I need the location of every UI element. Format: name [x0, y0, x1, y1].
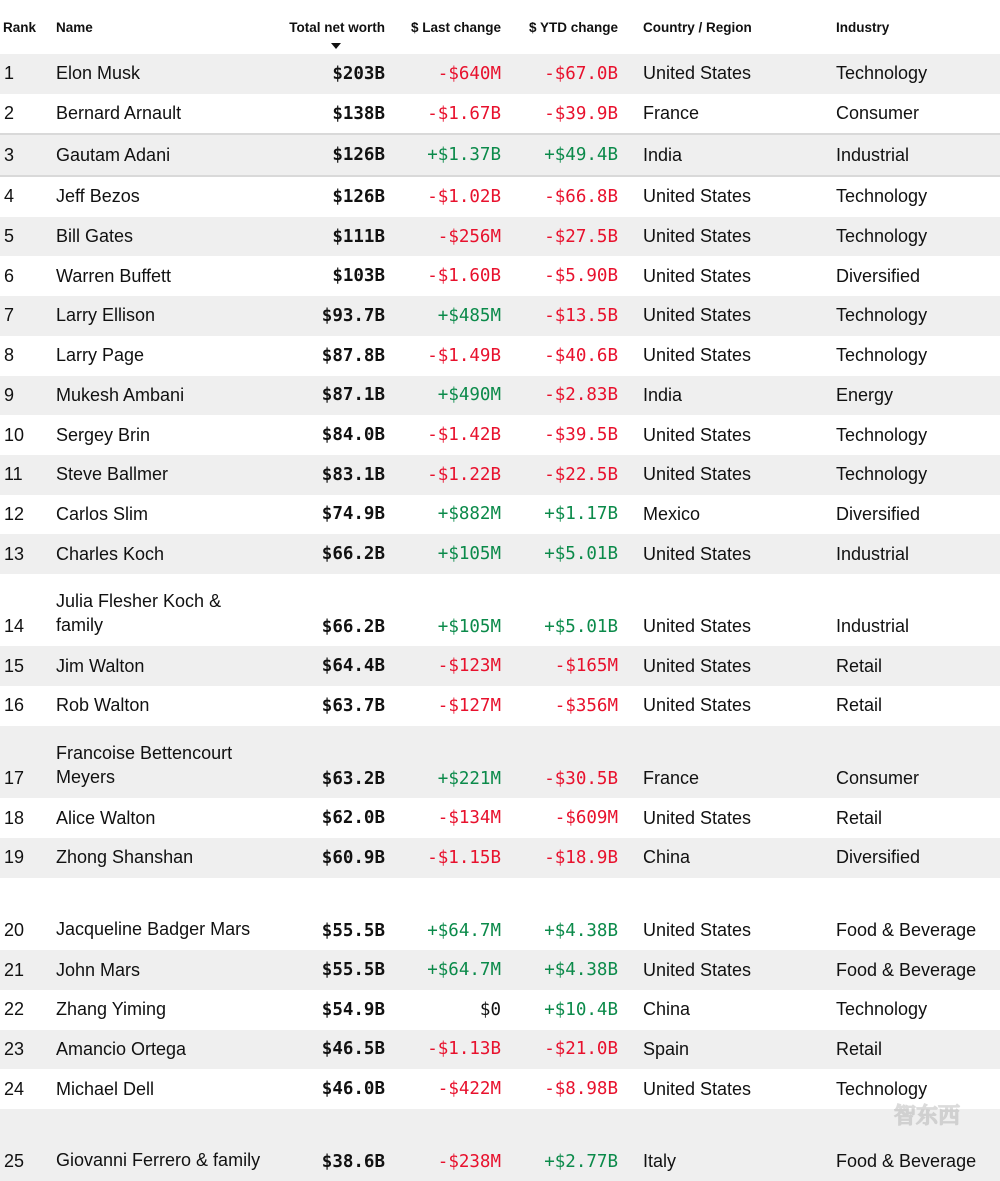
table-row[interactable] [0, 646, 1000, 686]
country-cell: China [618, 838, 832, 878]
rank-cell: 10 [4, 424, 25, 445]
net-worth-cell: $87.8B [321, 345, 385, 366]
header-net-worth-label: Total net worth [289, 19, 385, 35]
last-change-cell: +$1.37B [385, 134, 501, 176]
country-cell: China [643, 999, 691, 1020]
rank-cell: 11 [0, 455, 56, 495]
net-worth-cell: $74.9B [321, 504, 385, 525]
country-cell: United States [618, 950, 832, 990]
rank-cell: 21 [0, 950, 56, 990]
country-cell: United States [618, 296, 832, 336]
country-cell: United States [618, 455, 832, 495]
rank-cell: 17 [0, 726, 56, 799]
country-cell: Spain [618, 1030, 832, 1070]
name-cell[interactable]: Jim Walton [56, 646, 264, 686]
name-cell[interactable]: Jacqueline Badger Mars [56, 919, 251, 940]
industry-cell: Food & Beverage [832, 950, 1000, 990]
name-cell[interactable]: Bernard Arnault [56, 103, 182, 124]
rank-cell: 22 [4, 999, 25, 1020]
rank-cell: 9 [0, 376, 56, 416]
table-row[interactable] [0, 1030, 1000, 1070]
last-change-cell: +$221M [385, 726, 501, 799]
net-worth-cell: $203B [264, 54, 385, 94]
name-cell[interactable]: Giovanni Ferrero & family [56, 1109, 264, 1181]
rank-cell: 13 [0, 534, 56, 574]
industry-cell: Food & Beverage [832, 1109, 1000, 1181]
industry-cell: Industrial [832, 534, 1000, 574]
rank-cell: 16 [4, 695, 25, 716]
net-worth-cell: $62.0B [321, 808, 385, 829]
rank-cell: 4 [4, 186, 15, 207]
header-net-worth[interactable] [264, 0, 385, 54]
header-ytd-change[interactable]: $ YTD change [528, 19, 618, 35]
last-change-cell: -$1.42B [427, 425, 501, 446]
table-row[interactable] [0, 1109, 1000, 1181]
name-cell[interactable]: Larry Ellison [56, 296, 264, 336]
net-worth-cell: $38.6B [264, 1109, 385, 1181]
ytd-change-cell: +$10.4B [544, 999, 618, 1020]
ytd-change-cell: -$18.9B [501, 838, 618, 878]
name-cell[interactable]: Zhang Yiming [56, 999, 167, 1020]
last-change-cell: -$127M [437, 695, 501, 716]
rank-cell: 14 [4, 616, 25, 637]
industry-cell: Retail [836, 807, 883, 828]
ytd-change-cell: +$4.38B [501, 950, 618, 990]
country-cell: United States [643, 265, 752, 286]
rank-cell: 7 [0, 296, 56, 336]
industry-cell: Technology [836, 186, 928, 207]
industry-cell: Consumer [836, 103, 920, 124]
country-cell: India [618, 376, 832, 416]
table-row[interactable] [0, 838, 1000, 878]
last-change-cell: -$123M [385, 646, 501, 686]
net-worth-cell: $126B [264, 134, 385, 176]
name-cell[interactable]: Charles Koch [56, 534, 264, 574]
ytd-change-cell: +$49.4B [501, 134, 618, 176]
header-industry[interactable]: Industry [836, 19, 890, 35]
industry-cell: Technology [836, 424, 928, 445]
net-worth-cell: $103B [332, 266, 385, 287]
industry-cell: Food & Beverage [836, 920, 977, 941]
name-cell[interactable]: John Mars [56, 950, 264, 990]
rank-cell: 18 [4, 807, 25, 828]
last-change-cell: +$105M [437, 617, 501, 638]
table-row[interactable] [0, 686, 1000, 726]
rank-cell: 8 [4, 345, 15, 366]
rank-cell: 15 [0, 646, 56, 686]
industry-cell: Retail [836, 695, 883, 716]
last-change-cell: -$422M [437, 1079, 501, 1100]
net-worth-cell: $66.2B [321, 617, 385, 638]
last-change-cell: +$490M [385, 376, 501, 416]
industry-cell: Technology [832, 296, 1000, 336]
name-cell[interactable]: Rob Walton [56, 695, 150, 716]
industry-cell: Technology [832, 217, 1000, 257]
table-row[interactable] [0, 217, 1000, 257]
ytd-change-cell: -$66.8B [544, 186, 618, 207]
last-change-cell: -$134M [437, 808, 501, 829]
last-change-cell: -$1.49B [427, 345, 501, 366]
industry-cell: Technology [832, 455, 1000, 495]
ytd-change-cell: -$27.5B [501, 217, 618, 257]
last-change-cell: -$640M [385, 54, 501, 94]
header-last-change[interactable]: $ Last change [410, 19, 501, 35]
name-cell[interactable]: Elon Musk [56, 54, 264, 94]
industry-cell: Energy [832, 376, 1000, 416]
country-cell: Mexico [643, 503, 701, 524]
country-cell: United States [618, 217, 832, 257]
name-cell[interactable]: Jeff Bezos [56, 186, 140, 207]
last-change-cell: +$485M [385, 296, 501, 336]
last-change-cell: +$882M [437, 504, 501, 525]
last-change-cell: -$1.22B [385, 455, 501, 495]
table-row[interactable] [0, 726, 1000, 799]
table-row[interactable] [0, 990, 1000, 1030]
ytd-change-cell: +$5.01B [501, 534, 618, 574]
industry-cell: Industrial [836, 616, 910, 637]
net-worth-cell: $63.2B [264, 726, 385, 799]
name-cell[interactable]: Bill Gates [56, 217, 264, 257]
rank-cell: 20 [4, 920, 25, 941]
country-cell: France [618, 726, 832, 799]
table-row[interactable] [0, 950, 1000, 990]
rank-cell: 19 [0, 838, 56, 878]
header-rank[interactable]: Rank [3, 19, 37, 35]
country-cell: United States [643, 345, 752, 366]
name-cell[interactable]: Gautam Adani [56, 134, 264, 176]
country-cell: United States [618, 54, 832, 94]
net-worth-cell: $55.5B [264, 950, 385, 990]
ytd-change-cell: +$1.17B [544, 504, 618, 525]
country-cell: United States [643, 807, 752, 828]
industry-cell: Industrial [832, 134, 1000, 176]
table-row[interactable] [0, 256, 1000, 296]
table-row[interactable] [0, 336, 1000, 376]
industry-cell: Technology [832, 54, 1000, 94]
header-country[interactable]: Country / Region [643, 19, 752, 35]
country-cell: United States [643, 616, 752, 637]
header-name[interactable]: Name [56, 19, 93, 35]
table-body [0, 54, 1000, 1181]
industry-cell: Retail [832, 646, 1000, 686]
rank-cell: 5 [0, 217, 56, 257]
country-cell: United States [618, 646, 832, 686]
rank-cell: 12 [4, 503, 25, 524]
table-row[interactable] [0, 495, 1000, 535]
net-worth-cell: $93.7B [264, 296, 385, 336]
net-worth-cell: $126B [332, 186, 385, 207]
ytd-change-cell: -$39.9B [544, 103, 618, 124]
ytd-change-cell: -$22.5B [501, 455, 618, 495]
industry-cell: Technology [836, 345, 928, 366]
country-cell: United States [618, 534, 832, 574]
ytd-change-cell: +$2.77B [501, 1109, 618, 1181]
ytd-change-cell: -$67.0B [501, 54, 618, 94]
name-cell[interactable]: Warren Buffett [56, 265, 172, 286]
name-cell[interactable]: Zhong Shanshan [56, 838, 264, 878]
rank-cell: 23 [0, 1030, 56, 1070]
net-worth-cell: $60.9B [264, 838, 385, 878]
name-cell[interactable]: Francoise Bettencourt Meyers [56, 726, 264, 799]
rank-cell: 25 [0, 1109, 56, 1181]
industry-cell: Diversified [836, 503, 921, 524]
rank-cell: 3 [0, 134, 56, 176]
ytd-change-cell: +$5.01B [544, 617, 618, 638]
ytd-change-cell: -$356M [554, 695, 618, 716]
ytd-change-cell: -$8.98B [544, 1079, 618, 1100]
rank-cell: 1 [0, 54, 56, 94]
last-change-cell: -$1.15B [385, 838, 501, 878]
table-row[interactable] [0, 54, 1000, 94]
industry-cell: Consumer [832, 726, 1000, 799]
industry-cell: Retail [832, 1030, 1000, 1070]
ytd-change-cell: -$21.0B [501, 1030, 618, 1070]
last-change-cell: +$64.7M [427, 921, 501, 942]
sort-descending-icon [331, 43, 341, 49]
ytd-change-cell: -$165M [501, 646, 618, 686]
net-worth-cell: $54.9B [321, 999, 385, 1020]
table-row[interactable] [0, 376, 1000, 416]
table-row[interactable] [0, 455, 1000, 495]
industry-cell: Technology [836, 1078, 928, 1099]
table-row[interactable] [0, 878, 1000, 951]
watermark-logo [872, 1100, 982, 1130]
table-row[interactable] [0, 415, 1000, 455]
ytd-change-cell: -$40.6B [544, 345, 618, 366]
last-change-cell: $0 [479, 999, 501, 1020]
name-cell[interactable]: Amancio Ortega [56, 1030, 264, 1070]
industry-cell: Diversified [836, 265, 921, 286]
net-worth-cell: $138B [332, 103, 385, 124]
country-cell: France [643, 103, 700, 124]
last-change-cell: -$238M [385, 1109, 501, 1181]
table-row[interactable] [0, 798, 1000, 838]
name-cell[interactable]: Carlos Slim [56, 503, 149, 524]
ytd-change-cell: -$13.5B [501, 296, 618, 336]
net-worth-cell: $84.0B [321, 425, 385, 446]
table-row[interactable] [0, 94, 1000, 135]
net-worth-cell: $46.5B [264, 1030, 385, 1070]
net-worth-cell: $63.7B [321, 695, 385, 716]
country-cell: United States [643, 920, 752, 941]
name-cell[interactable]: Steve Ballmer [56, 455, 264, 495]
name-cell[interactable]: Sergey Brin [56, 424, 151, 445]
ytd-change-cell: -$5.90B [544, 266, 618, 287]
last-change-cell: +$64.7M [385, 950, 501, 990]
country-cell: United States [643, 424, 752, 445]
country-cell: Italy [618, 1109, 832, 1181]
table-row[interactable] [0, 134, 1000, 176]
name-cell[interactable]: Julia Flesher Koch & family [56, 591, 222, 636]
table-row[interactable] [0, 1069, 1000, 1109]
country-cell: India [618, 134, 832, 176]
net-worth-cell: $64.4B [264, 646, 385, 686]
last-change-cell: -$1.02B [427, 186, 501, 207]
table-row[interactable] [0, 574, 1000, 647]
last-change-cell: -$256M [385, 217, 501, 257]
watermark-text: 智东西 [893, 1104, 961, 1129]
name-cell[interactable]: Mukesh Ambani [56, 376, 264, 416]
industry-cell: Technology [836, 999, 928, 1020]
last-change-cell: +$105M [385, 534, 501, 574]
rank-cell: 6 [4, 265, 15, 286]
ytd-change-cell: -$39.5B [544, 425, 618, 446]
last-change-cell: -$1.60B [427, 266, 501, 287]
table-row[interactable] [0, 534, 1000, 574]
ytd-change-cell: -$30.5B [501, 726, 618, 799]
ytd-change-cell: -$609M [554, 808, 618, 829]
country-cell: United States [643, 186, 752, 207]
net-worth-cell: $111B [264, 217, 385, 257]
ytd-change-cell: -$2.83B [501, 376, 618, 416]
name-cell[interactable]: Larry Page [56, 345, 145, 366]
ytd-change-cell: +$4.38B [544, 921, 618, 942]
table-row[interactable] [0, 176, 1000, 217]
last-change-cell: -$1.13B [385, 1030, 501, 1070]
rank-cell: 2 [4, 103, 15, 124]
name-cell[interactable]: Alice Walton [56, 807, 156, 828]
name-cell[interactable]: Michael Dell [56, 1078, 155, 1099]
net-worth-cell: $87.1B [264, 376, 385, 416]
net-worth-cell: $55.5B [321, 921, 385, 942]
country-cell: United States [643, 1078, 752, 1099]
last-change-cell: -$1.67B [427, 103, 501, 124]
net-worth-cell: $83.1B [264, 455, 385, 495]
header-row [0, 0, 1000, 54]
table-row[interactable] [0, 296, 1000, 336]
country-cell: United States [643, 695, 752, 716]
rank-cell: 24 [4, 1078, 25, 1099]
net-worth-cell: $66.2B [264, 534, 385, 574]
net-worth-cell: $46.0B [321, 1079, 385, 1100]
industry-cell: Diversified [832, 838, 1000, 878]
